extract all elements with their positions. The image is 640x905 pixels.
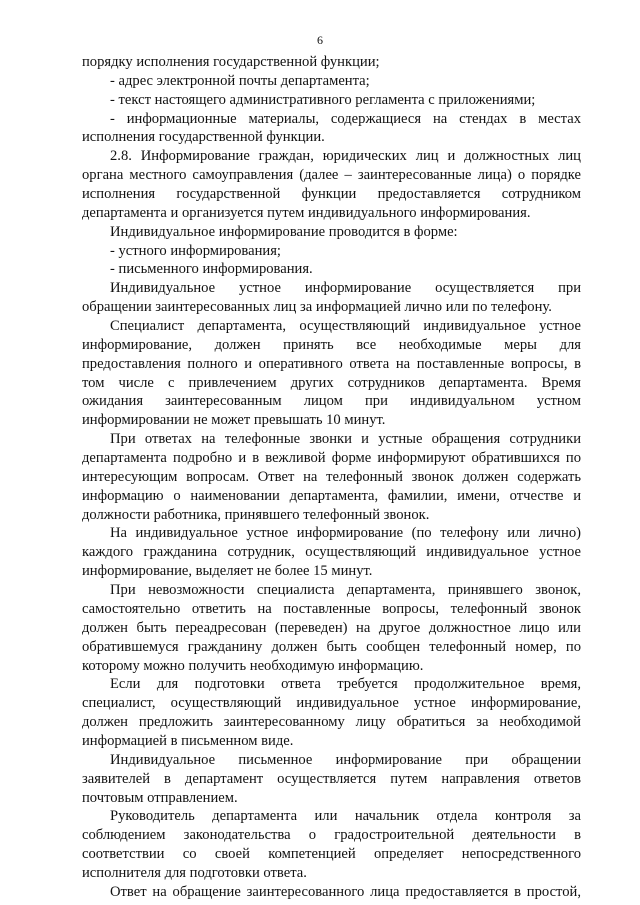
text-line: каждого гражданина сотрудник, осуществляющий индивидуальное устное (82, 544, 581, 561)
text-line: При ответах на телефонные звонки и устные обращения сотрудники (110, 431, 581, 448)
text-line: должен предложить заинтересованному лицу обратиться за необходимой (82, 714, 581, 731)
text-line: исполнителя для подготовки ответа. (82, 864, 307, 881)
text-line: соблюдением законодательства о градостроительной деятельности в (82, 827, 581, 844)
text-line: Специалист департамента, осуществляющий индивидуальное устное (110, 318, 581, 335)
text-line: почтовым отправлением. (82, 789, 238, 806)
text-line: ожидания заинтересованным лицом при индивидуальном устном (82, 393, 581, 410)
page-number: 6 (317, 33, 323, 47)
text-line: На индивидуальное устное информирование (по телефону или лично) (110, 525, 581, 542)
text-line: - информационные материалы, содержащиеся на стендах в местах (110, 110, 581, 127)
text-line: - письменного информирования. (110, 261, 313, 278)
text-line: информировании не может превышать 10 минут. (82, 412, 386, 429)
text-line: Ответ на обращение заинтересованного лица предоставляется в простой, (110, 883, 581, 900)
text-line: информацией в письменном виде. (82, 732, 294, 749)
text-line: - адрес электронной почты департамента; (110, 72, 370, 89)
text-line: - устного информирования; (110, 242, 281, 259)
text-line: исполнения государственной функции. (82, 129, 325, 146)
text-line: информирование, выделяет не более 15 минут. (82, 563, 373, 580)
text-line: обратившемуся гражданину должен быть сообщен телефонный номер, по (82, 638, 581, 655)
text-line: должен быть переадресован (переведен) на другое должностное лицо или (82, 619, 581, 636)
text-line: Руководитель департамента или начальник отдела контроля за (110, 808, 581, 825)
text-line: органа местного самоуправления (далее – заинтересованные лица) о порядке (82, 167, 581, 184)
text-line: - текст настоящего административного регламента с приложениями; (110, 91, 536, 108)
text-line: информирование, должен принять все необходимые меры для (82, 336, 581, 353)
text-line: исполнения государственной функции предоставляется сотрудником (82, 186, 581, 203)
text-line: заявителей в департамент осуществляется путем направления ответов (82, 770, 581, 787)
text-line: При невозможности специалиста департамента, принявшего звонок, (110, 582, 581, 599)
text-line: которому можно получить необходимую информацию. (82, 657, 424, 674)
text-line: самостоятельно ответить на поставленные вопросы, телефонный звонок (82, 600, 581, 617)
text-line: департамента и организуется путем индивидуального информирования. (82, 204, 531, 221)
text-line: порядку исполнения государственной функции; (82, 54, 380, 70)
text-line: департамента подробно и в вежливой форме информируют обратившихся по (82, 450, 581, 467)
text-line: 2.8. Информирование граждан, юридических лиц и должностных лиц (110, 148, 581, 165)
text-line: информацию о наименовании департамента, фамилии, имени, отчестве и (82, 487, 581, 504)
text-line: Индивидуальное письменное информирование при обращении (110, 751, 581, 768)
text-line: обращении заинтересованных лиц за информацией лично или по телефону. (82, 299, 552, 316)
text-line: интересующим вопросам. Ответ на телефонный звонок должен содержать (82, 468, 581, 485)
text-line: предоставления полного и оперативного ответа на поставленные вопросы, в (82, 355, 581, 372)
text-line: Индивидуальное устное информирование осуществляется при (110, 280, 581, 297)
document-body (82, 53, 581, 902)
text-line: Индивидуальное информирование проводится в форме: (110, 223, 458, 240)
text-line: Если для подготовки ответа требуется продолжительное время, (110, 676, 581, 693)
text-line: должности работника, принявшего телефонный звонок. (82, 506, 430, 523)
text-line: том числе с привлечением других сотрудников департамента. Время (82, 374, 581, 391)
text-line: соответствии со своей компетенцией определяет непосредственного (82, 846, 581, 863)
text-line: специалист, осуществляющий индивидуальное устное информирование, (82, 695, 581, 712)
